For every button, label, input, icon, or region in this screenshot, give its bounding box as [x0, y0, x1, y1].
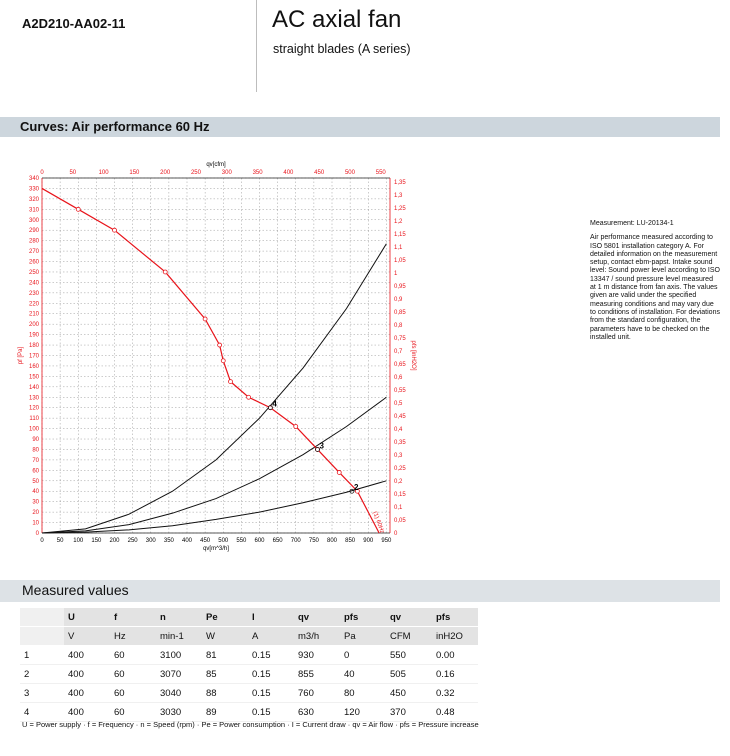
- y2-tick-label: 0,1: [394, 504, 403, 511]
- table-cell: 0.15: [248, 665, 294, 684]
- header-divider: [256, 0, 257, 92]
- table-cell: 0.16: [432, 665, 478, 684]
- system-curve: [42, 481, 386, 533]
- x-tick-label: 700: [290, 538, 301, 544]
- y2-tick-label: 1,3: [394, 192, 403, 199]
- x2-tick-label: 0: [40, 170, 44, 176]
- table-cell: 400: [64, 646, 110, 665]
- operating-point-label: 3: [319, 441, 324, 451]
- table-cell: 80: [340, 684, 386, 703]
- x2-tick-label: 300: [221, 170, 232, 176]
- pressure-point: [294, 425, 298, 429]
- page-title: AC axial fan: [272, 6, 402, 33]
- table-header-cell: V: [64, 627, 110, 646]
- y2-tick-label: 0,15: [394, 491, 406, 498]
- model-number: A2D210-AA02-11: [22, 16, 126, 31]
- x-tick-label: 450: [200, 538, 211, 544]
- y-tick-label: 250: [28, 269, 39, 276]
- y-tick-label: 210: [28, 311, 39, 318]
- table-header-cell: [20, 608, 64, 627]
- table-header-cell: I: [248, 608, 294, 627]
- measurement-id: Measurement: LU-20134-1: [590, 220, 674, 227]
- x2-tick-label: 150: [129, 170, 140, 176]
- table-cell: 40: [340, 665, 386, 684]
- y-tick-label: 160: [28, 363, 39, 370]
- x-tick-label: 50: [56, 538, 64, 544]
- y2-tick-label: 0,55: [394, 387, 406, 394]
- y-tick-label: 50: [32, 478, 39, 485]
- x-tick-label: 950: [381, 538, 392, 544]
- y2-tick-label: 0,9: [394, 296, 403, 303]
- table-header-cell: U: [64, 608, 110, 627]
- table-header-cell: Pe: [202, 608, 248, 627]
- table-cell: 0.15: [248, 703, 294, 722]
- table-header-cell: Pa: [340, 627, 386, 646]
- table-row: [20, 684, 478, 703]
- table-cell: 120: [340, 703, 386, 722]
- x2-tick-label: 500: [344, 170, 355, 176]
- table-cell: 0.15: [248, 684, 294, 703]
- y2-axis-label: pfs [inH2O]: [410, 340, 416, 371]
- y-tick-label: 110: [29, 416, 39, 423]
- system-curve: [42, 397, 386, 533]
- table-cell: 400: [64, 684, 110, 703]
- y2-tick-label: 1: [394, 270, 398, 277]
- x-tick-label: 800: [326, 538, 338, 544]
- table-cell: 3040: [156, 684, 202, 703]
- pressure-point: [229, 380, 233, 384]
- x-tick-label: 650: [272, 538, 283, 544]
- y2-tick-label: 0,95: [394, 283, 406, 290]
- y-axis-label: pf [Pa]: [18, 346, 24, 365]
- x-tick-label: 350: [163, 538, 174, 544]
- y2-tick-label: 0,75: [394, 335, 406, 342]
- table-cell: 630: [294, 703, 340, 722]
- y-tick-label: 70: [32, 457, 39, 464]
- table-header-cell: qv: [386, 608, 432, 627]
- operating-point-label: 2: [353, 483, 359, 493]
- measured-values-table: [20, 608, 478, 722]
- table-cell: 400: [64, 665, 110, 684]
- x-tick-label: 550: [236, 538, 247, 544]
- y2-tick-label: 0,3: [394, 452, 403, 459]
- y-tick-label: 320: [28, 196, 39, 203]
- system-curve: [42, 244, 386, 533]
- y-tick-label: 260: [28, 259, 39, 266]
- y2-tick-label: 1,15: [394, 231, 406, 238]
- y-tick-label: 180: [28, 343, 39, 350]
- x2-tick-label: 250: [190, 170, 201, 176]
- y-tick-label: 20: [32, 510, 39, 517]
- pressure-curve-label: (1) 60Hz: [371, 510, 385, 535]
- table-cell: 4: [20, 703, 64, 722]
- table-header-row: [20, 627, 478, 646]
- pressure-point: [247, 395, 251, 399]
- y2-tick-label: 0,25: [394, 465, 406, 472]
- y2-tick-label: 0,85: [394, 309, 406, 316]
- table-cell: 550: [386, 646, 432, 665]
- table-header-cell: n: [156, 608, 202, 627]
- table-cell: 0.32: [432, 684, 478, 703]
- table-cell: 3070: [156, 665, 202, 684]
- y2-tick-label: 0,7: [394, 348, 403, 355]
- y2-tick-label: 0,35: [394, 439, 406, 446]
- y2-tick-label: 0,6: [394, 374, 403, 381]
- pressure-point: [221, 359, 225, 363]
- x2-axis-label: qv[cfm]: [206, 162, 226, 168]
- table-header-cell: W: [202, 627, 248, 646]
- y2-tick-label: 0,4: [394, 426, 403, 433]
- pressure-point: [337, 470, 341, 474]
- table-header-cell: f: [110, 608, 156, 627]
- table-legend: U = Power supply · f = Frequency · n = Speed (rpm) · Pe = Power consumption · I = Current draw · qv = Air flow · pfs = Pressure increase: [22, 720, 479, 729]
- x-axis-label: qv[m^3/h]: [203, 546, 229, 552]
- table-cell: 0: [340, 646, 386, 665]
- table-row: [20, 703, 478, 722]
- x-tick-label: 150: [91, 538, 102, 544]
- y2-tick-label: 0,8: [394, 322, 403, 329]
- x-tick-label: 500: [218, 538, 229, 544]
- y-tick-label: 140: [28, 384, 39, 391]
- x-tick-label: 600: [254, 538, 265, 544]
- pressure-curve: [42, 188, 379, 533]
- x2-tick-label: 50: [69, 170, 77, 176]
- table-cell: 505: [386, 665, 432, 684]
- curves-section-title: Curves: Air performance 60 Hz: [20, 119, 210, 134]
- y-tick-label: 100: [28, 426, 39, 433]
- y-tick-label: 0: [35, 531, 39, 537]
- x-tick-label: 250: [127, 538, 138, 544]
- table-row: [20, 665, 478, 684]
- table-header-cell: m3/h: [294, 627, 340, 646]
- table-cell: 930: [294, 646, 340, 665]
- curves-section-bar: [0, 117, 720, 137]
- table-cell: 85: [202, 665, 248, 684]
- y-tick-label: 310: [28, 207, 39, 214]
- table-cell: 88: [202, 684, 248, 703]
- table-header-cell: qv: [294, 608, 340, 627]
- table-header-row: [20, 608, 478, 627]
- table-header-cell: pfs: [340, 608, 386, 627]
- x2-tick-label: 550: [375, 170, 386, 176]
- operating-point-label: 4: [272, 399, 277, 409]
- y-tick-label: 280: [28, 238, 39, 245]
- y2-tick-label: 0: [394, 531, 398, 537]
- table-cell: 3: [20, 684, 64, 703]
- table-cell: 3100: [156, 646, 202, 665]
- y-tick-label: 220: [28, 301, 39, 308]
- table-cell: 855: [294, 665, 340, 684]
- table-cell: 81: [202, 646, 248, 665]
- x-tick-label: 0: [40, 538, 44, 544]
- y-tick-label: 150: [28, 374, 39, 381]
- x2-tick-label: 350: [252, 170, 263, 176]
- table-cell: 89: [202, 703, 248, 722]
- measured-section-bar: [0, 580, 720, 602]
- y-tick-label: 60: [32, 468, 39, 475]
- y2-tick-label: 1,35: [394, 179, 406, 186]
- y-tick-label: 270: [28, 249, 39, 256]
- table-cell: 370: [386, 703, 432, 722]
- y2-tick-label: 0,65: [394, 361, 406, 368]
- y-tick-label: 120: [28, 405, 39, 412]
- y-tick-label: 190: [28, 332, 39, 339]
- pressure-point: [113, 228, 117, 232]
- x-tick-label: 100: [73, 538, 84, 544]
- x-tick-label: 200: [109, 538, 120, 544]
- measurement-note: [590, 220, 720, 342]
- y-tick-label: 340: [28, 176, 39, 182]
- y-tick-label: 30: [32, 499, 39, 506]
- y-tick-label: 80: [32, 447, 39, 454]
- y-tick-label: 300: [28, 217, 39, 224]
- y-tick-label: 230: [28, 290, 39, 297]
- table-cell: 60: [110, 684, 156, 703]
- y2-tick-label: 1,25: [394, 205, 406, 212]
- pressure-point: [76, 207, 80, 211]
- y2-tick-label: 0,05: [394, 517, 406, 524]
- y2-tick-label: 1,05: [394, 257, 406, 264]
- y2-tick-label: 1,2: [394, 218, 403, 225]
- x-tick-label: 400: [181, 538, 193, 544]
- y-tick-label: 330: [28, 186, 39, 193]
- y-tick-label: 90: [32, 437, 39, 444]
- y2-tick-label: 0,5: [394, 400, 403, 407]
- pressure-point: [218, 343, 222, 347]
- pressure-point: [163, 270, 167, 274]
- x-tick-label: 900: [363, 538, 374, 544]
- measurement-text: Air performance measured according to ISO 5801 installation category A. For detailed information on the measurement setup, contact ebm-papst. Intake sound level: Sound power level according to ISO 13347 / sound pressure level measured at 1 m distance from fan axis. The values given are valid under the specified measuring conditions and may vary due to conditions of installation. For deviations from the standard configuration, the parameters have to be checked on the installed unit.: [590, 234, 720, 341]
- table-header-cell: Hz: [110, 627, 156, 646]
- measured-section-title: Measured values: [22, 582, 129, 598]
- table-cell: 60: [110, 703, 156, 722]
- table-header-cell: A: [248, 627, 294, 646]
- x2-tick-label: 100: [98, 170, 109, 176]
- x2-tick-label: 450: [314, 170, 325, 176]
- table-row: [20, 646, 478, 665]
- table-cell: 3030: [156, 703, 202, 722]
- table-cell: 0.48: [432, 703, 478, 722]
- table-cell: 760: [294, 684, 340, 703]
- x2-tick-label: 400: [283, 170, 294, 176]
- table-header-cell: inH2O: [432, 627, 478, 646]
- table-cell: 0.15: [248, 646, 294, 665]
- table-header-cell: [20, 627, 64, 646]
- air-performance-chart: [0, 145, 440, 565]
- y-tick-label: 290: [28, 228, 39, 235]
- y2-tick-label: 1,1: [394, 244, 403, 251]
- y2-tick-label: 0,2: [394, 478, 403, 485]
- y-tick-label: 200: [28, 322, 39, 329]
- table-cell: 60: [110, 665, 156, 684]
- table-header-cell: pfs: [432, 608, 478, 627]
- page-subtitle: straight blades (A series): [273, 42, 411, 56]
- table-cell: 0.00: [432, 646, 478, 665]
- table-cell: 450: [386, 684, 432, 703]
- y-tick-label: 240: [28, 280, 39, 287]
- table-cell: 2: [20, 665, 64, 684]
- y2-tick-label: 0,45: [394, 413, 406, 420]
- y-tick-label: 10: [32, 520, 39, 527]
- x-tick-label: 850: [345, 538, 356, 544]
- pressure-point: [203, 317, 207, 321]
- table-cell: 1: [20, 646, 64, 665]
- x-tick-label: 750: [308, 538, 319, 544]
- table-header-cell: CFM: [386, 627, 432, 646]
- table-header-cell: min-1: [156, 627, 202, 646]
- y-tick-label: 130: [28, 395, 39, 402]
- table-cell: 60: [110, 646, 156, 665]
- table-cell: 400: [64, 703, 110, 722]
- x-tick-label: 300: [145, 538, 156, 544]
- y-tick-label: 40: [32, 489, 39, 496]
- y-tick-label: 170: [28, 353, 39, 360]
- x2-tick-label: 200: [160, 170, 171, 176]
